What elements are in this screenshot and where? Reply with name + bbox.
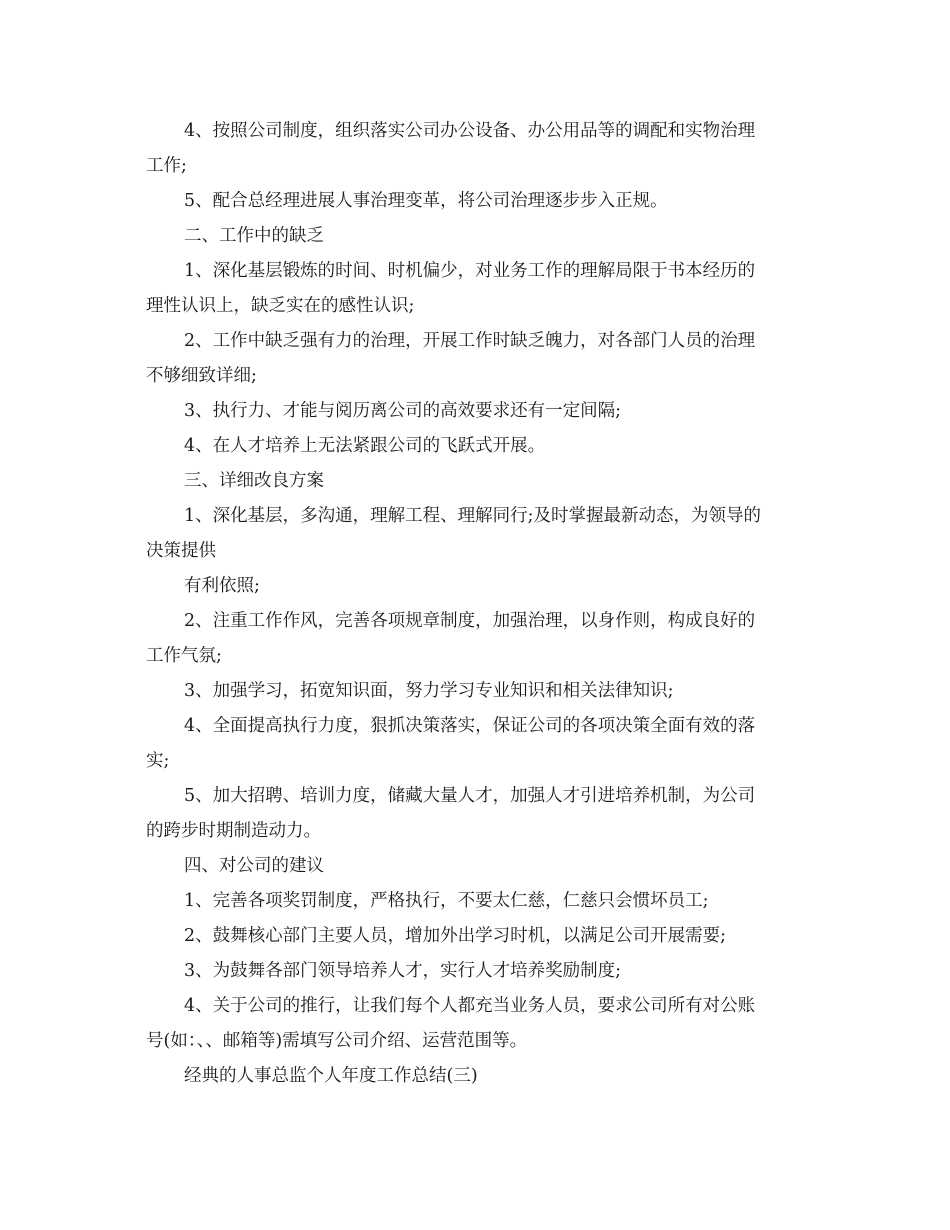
text-line: 2、注重工作作风，完善各项规章制度，加强治理，以身作则，构成良好的: [184, 611, 756, 631]
text-line: 3、加强学习，拓宽知识面，努力学习专业知识和相关法律知识;: [184, 681, 674, 701]
text-line: 5、配合总经理进展人事治理变革，将公司治理逐步步入正规。: [184, 191, 668, 211]
text-line: 不够细致详细;: [146, 366, 257, 386]
text-line: 经典的人事总监个人年度工作总结(三): [184, 1066, 478, 1086]
text-line: 1、深化基层锻炼的时间、时机偏少，对业务工作的理解局限于书本经历的: [184, 261, 756, 281]
text-line: 4、按照公司制度，组织落实公司办公设备、办公用品等的调配和实物治理: [184, 121, 756, 141]
text-line: 工作;: [146, 156, 187, 176]
text-line: 4、在人才培养上无法紧跟公司的飞跃式开展。: [184, 436, 546, 456]
text-line: 有利依照;: [184, 576, 260, 596]
text-line: 5、加大招聘、培训力度，储藏大量人才，加强人才引进培养机制，为公司: [184, 786, 756, 806]
text-line: 1、完善各项奖罚制度，严格执行，不要太仁慈，仁慈只会惯坏员工;: [184, 891, 709, 911]
text-line: 三、详细改良方案: [184, 471, 324, 491]
text-line: 四、对公司的建议: [184, 856, 324, 876]
text-line: 1、深化基层，多沟通，理解工程、理解同行;及时掌握最新动态，为领导的: [184, 506, 762, 526]
text-line: 4、关于公司的推行，让我们每个人都充当业务人员，要求公司所有对公账: [184, 996, 756, 1016]
document-body: [146, 114, 806, 1094]
text-line: 号(如：、、邮箱等)需填写公司介绍、运营范围等。: [146, 1031, 528, 1051]
text-line: 2、工作中缺乏强有力的治理，开展工作时缺乏魄力，对各部门人员的治理: [184, 331, 756, 351]
text-line: 3、执行力、才能与阅历离公司的高效要求还有一定间隔;: [184, 401, 622, 421]
text-line: 决策提供: [146, 541, 216, 561]
text-line: 工作气氛;: [146, 646, 222, 666]
text-line: 4、全面提高执行力度，狠抓决策落实，保证公司的各项决策全面有效的落: [184, 716, 756, 736]
text-line: 2、鼓舞核心部门主要人员，增加外出学习时机，以满足公司开展需要;: [184, 926, 727, 946]
text-line: 实;: [146, 751, 170, 771]
text-line: 3、为鼓舞各部门领导培养人才，实行人才培养奖励制度;: [184, 961, 622, 981]
text-line: 的跨步时期制造动力。: [146, 821, 321, 841]
text-line: 理性认识上，缺乏实在的感性认识;: [146, 296, 415, 316]
text-line: 二、工作中的缺乏: [184, 226, 324, 246]
